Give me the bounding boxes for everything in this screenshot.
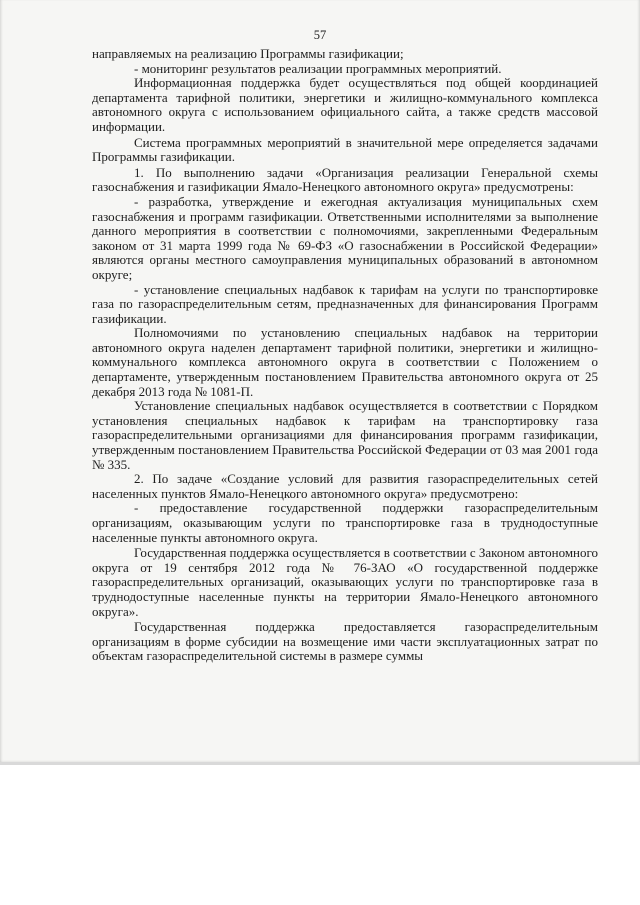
paragraph: - мониторинг результатов реализации программных мероприятий.: [134, 60, 502, 76]
paragraph: направляемых на реализацию Программы газификации;: [92, 46, 404, 61]
paragraph: 2. По задаче «Создание условий для развития газораспределительных сетей населенных пунктов Ямало-Ненецкого автономного округа» предусмотрено:: [92, 471, 598, 501]
paragraph: Система программных мероприятий в значительной мере определяется задачами Программы газификации.: [92, 134, 598, 165]
paragraph: - разработка, утверждение и ежегодная актуализация муниципальных схем газоснабжения и программ газификации. Ответственными исполнителями за выполнение данного мероприятия в соответствии с полномочиями, закрепленными Федеральным законом от 31 марта 1999 года № 69-ФЗ «О газоснабжении в Российской Федерации» являются органы местного самоуправления муниципальных образований в автономном округе;: [92, 193, 598, 282]
paragraph: Государственная поддержка осуществляется в соответствии с Законом автономного округа от 19 сентября 2012 года № 76-ЗАО «О государственной поддержке газораспределительных организаций, оказывающих услуги по транспортировке газа в труднодоступные населенные пункты на территории Ямало-Ненецкого автономного округа».: [92, 545, 599, 619]
document-body: [92, 47, 598, 664]
paragraph: Информационная поддержка будет осуществляться под общей координацией департамента тарифной политики, энергетики и жилищно-коммунального комплекса автономного округа с использованием официального сайта, а также средств массовой информации.: [92, 75, 598, 134]
paragraph: Установление специальных надбавок осуществляется в соответствии с Порядком установления специальных надбавок к тарифам на транспортировку газа газораспределительными организациями для финансирования программ газификации, утвержденным постановлением Правительства Российской Федерации от 03 мая 2001 года № 335.: [92, 398, 598, 472]
paragraph: - предоставление государственной поддержки газораспределительным организациям, оказывающим услуги по транспортировке газа в труднодоступные населенные пункты автономного округа.: [92, 500, 598, 545]
paragraph: Государственная поддержка предоставляется газораспределительным организациям в форме субсидии на возмещение ими части эксплуатационных затрат по объектам газораспределительной системы в размере суммы: [92, 619, 598, 664]
paragraph: - установление специальных надбавок к тарифам на услуги по транспортировке газа по газораспределительным сетям, предназначенных для финансирования Программ газификации.: [92, 281, 598, 326]
paragraph: Полномочиями по установлению специальных надбавок на территории автономного округа наделен департамент тарифной политики, энергетики и жилищно-коммунального комплекса автономного округа в соответствии с Положением о департаменте, утвержденным постановлением Правительства автономного округа от 25 декабря 2013 года № 1081-П.: [92, 325, 598, 399]
paragraph: 1. По выполнению задачи «Организация реализации Генеральной схемы газоснабжения и газификации Ямало-Ненецкого автономного округа» предусмотрены:: [92, 164, 598, 195]
page-number: 57: [313, 28, 327, 42]
